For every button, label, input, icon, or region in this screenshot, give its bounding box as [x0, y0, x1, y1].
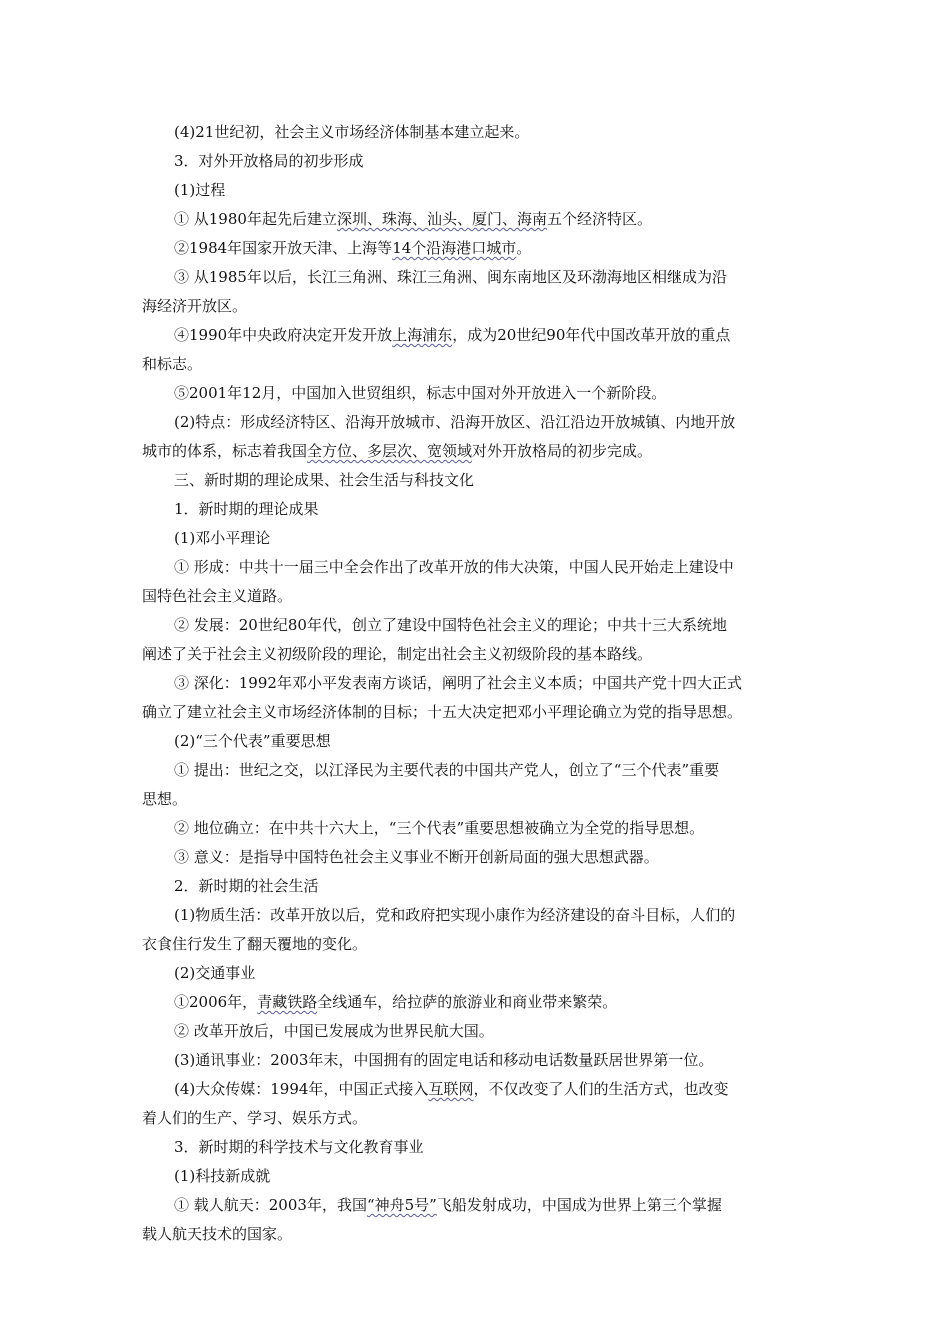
- text-segment: 三、新时期的理论成果、社会生活与科技文化: [174, 471, 475, 489]
- text-segment: ，成为20世纪90年代中国改革开放的重点: [452, 326, 731, 344]
- document-page: [142, 118, 812, 1249]
- text-line: [142, 698, 812, 727]
- text-line: [142, 901, 812, 930]
- text-line: [142, 785, 812, 814]
- text-segment: 1．新时期的理论成果: [174, 500, 319, 518]
- underlined-keyword: 全方位、多层次、宽领域: [307, 442, 473, 460]
- text-segment: 国特色社会主义道路。: [142, 587, 293, 605]
- text-segment: 城市的体系，标志着我国: [142, 442, 308, 460]
- text-line: [142, 669, 812, 698]
- text-segment: (1)科技新成就: [174, 1167, 271, 1185]
- text-segment: ② 发展：20世纪80年代，创立了建设中国特色社会主义的理论；中共十三大系统地: [174, 616, 727, 634]
- text-segment: ② 地位确立：在中共十六大上，“三个代表”重要思想被确立为全党的指导思想。: [174, 819, 705, 837]
- text-line: [142, 1104, 812, 1133]
- underlined-keyword: “神舟5号”: [366, 1196, 437, 1214]
- text-line: [142, 118, 812, 147]
- text-line: [142, 1017, 812, 1046]
- text-segment: 。: [516, 239, 532, 257]
- text-segment: 着人们的生产、学习、娱乐方式。: [142, 1109, 368, 1127]
- text-line: [142, 176, 812, 205]
- text-segment: 对外开放格局的初步完成。: [472, 442, 653, 460]
- text-segment: (1)过程: [174, 181, 226, 199]
- text-segment: ④1990年中央政府决定开发开放: [174, 326, 393, 344]
- underlined-keyword: 14个沿海港口城市: [392, 239, 517, 257]
- text-segment: 2．新时期的社会生活: [174, 877, 319, 895]
- text-line: [142, 466, 812, 495]
- text-segment: ② 改革开放后，中国已发展成为世界民航大国。: [174, 1022, 494, 1040]
- text-segment: ① 载人航天：2003年，我国: [174, 1196, 367, 1214]
- text-segment: 3．新时期的科学技术与文化教育事业: [174, 1138, 424, 1156]
- text-line: [142, 1162, 812, 1191]
- text-line: [142, 292, 812, 321]
- text-segment: 飞船发射成功，中国成为世界上第三个掌握: [436, 1196, 722, 1214]
- text-line: [142, 321, 812, 350]
- text-segment: (3)通讯事业：2003年末，中国拥有的固定电话和移动电话数量跃居世界第一位。: [174, 1051, 714, 1069]
- text-segment: (2)交通事业: [174, 964, 256, 982]
- text-line: [142, 843, 812, 872]
- text-line: [142, 814, 812, 843]
- text-segment: 阐述了关于社会主义初级阶段的理论，制定出社会主义初级阶段的基本路线。: [142, 645, 653, 663]
- text-segment: ②1984年国家开放天津、上海等: [174, 239, 393, 257]
- text-line: [142, 988, 812, 1017]
- text-line: [142, 611, 812, 640]
- text-segment: (1)邓小平理论: [174, 529, 271, 547]
- text-line: [142, 1046, 812, 1075]
- text-line: [142, 1133, 812, 1162]
- text-line: [142, 756, 812, 785]
- text-line: [142, 263, 812, 292]
- text-segment: 五个经济特区。: [546, 210, 652, 228]
- text-segment: 衣食住行发生了翻天覆地的变化。: [142, 935, 368, 953]
- text-line: [142, 524, 812, 553]
- text-line: [142, 234, 812, 263]
- underlined-keyword: 深圳、珠海、汕头、厦门、海南: [336, 210, 547, 228]
- text-line: [142, 1075, 812, 1104]
- underlined-keyword: 互联网: [428, 1080, 474, 1098]
- text-segment: 和标志。: [142, 355, 203, 373]
- text-segment: 确立了建立社会主义市场经济体制的目标；十五大决定把邓小平理论确立为党的指导思想。: [142, 703, 743, 721]
- underlined-keyword: 上海浦东: [392, 326, 453, 344]
- text-line: [142, 872, 812, 901]
- text-segment: ，不仅改变了人们的生活方式，也改变: [473, 1080, 729, 1098]
- text-segment: (1)物质生活：改革开放以后，党和政府把实现小康作为经济建设的奋斗目标，人们的: [174, 906, 736, 924]
- text-segment: (4)21世纪初，社会主义市场经济体制基本建立起来。: [174, 123, 530, 141]
- text-line: [142, 959, 812, 988]
- text-line: [142, 553, 812, 582]
- text-segment: 载人航天技术的国家。: [142, 1225, 293, 1243]
- text-segment: ③ 深化：1992年邓小平发表南方谈话，阐明了社会主义本质；中国共产党十四大正式: [174, 674, 742, 692]
- text-segment: 思想。: [142, 790, 188, 808]
- text-segment: ⑤2001年12月，中国加入世贸组织，标志中国对外开放进入一个新阶段。: [174, 384, 667, 402]
- text-line: [142, 582, 812, 611]
- text-line: [142, 350, 812, 379]
- text-segment: ③ 意义：是指导中国特色社会主义事业不断开创新局面的强大思想武器。: [174, 848, 659, 866]
- text-line: [142, 1220, 812, 1249]
- text-line: [142, 437, 812, 466]
- text-segment: ① 提出：世纪之交，以江泽民为主要代表的中国共产党人，创立了“三个代表”重要: [174, 761, 720, 779]
- text-line: [142, 379, 812, 408]
- text-segment: 海经济开放区。: [142, 297, 248, 315]
- text-line: [142, 147, 812, 176]
- text-segment: ①2006年，: [174, 993, 258, 1011]
- text-segment: 3．对外开放格局的初步形成: [174, 152, 364, 170]
- underlined-keyword: 青藏铁路: [257, 993, 318, 1011]
- text-line: [142, 1191, 812, 1220]
- text-segment: ① 形成：中共十一届三中全会作出了改革开放的伟大决策，中国人民开始走上建设中: [174, 558, 734, 576]
- text-line: [142, 727, 812, 756]
- text-line: [142, 495, 812, 524]
- text-segment: 全线通车，给拉萨的旅游业和商业带来繁荣。: [317, 993, 618, 1011]
- text-segment: (2)特点：形成经济特区、沿海开放城市、沿海开放区、沿江沿边开放城镇、内地开放: [174, 413, 736, 431]
- text-segment: (2)“三个代表”重要思想: [174, 732, 331, 750]
- text-line: [142, 930, 812, 959]
- text-line: [142, 408, 812, 437]
- text-line: [142, 205, 812, 234]
- text-line: [142, 640, 812, 669]
- text-segment: (4)大众传媒：1994年，中国正式接入: [174, 1080, 429, 1098]
- text-segment: ③ 从1985年以后，长江三角洲、珠江三角洲、闽东南地区及环渤海地区相继成为沿: [174, 268, 727, 286]
- text-segment: ① 从1980年起先后建立: [174, 210, 337, 228]
